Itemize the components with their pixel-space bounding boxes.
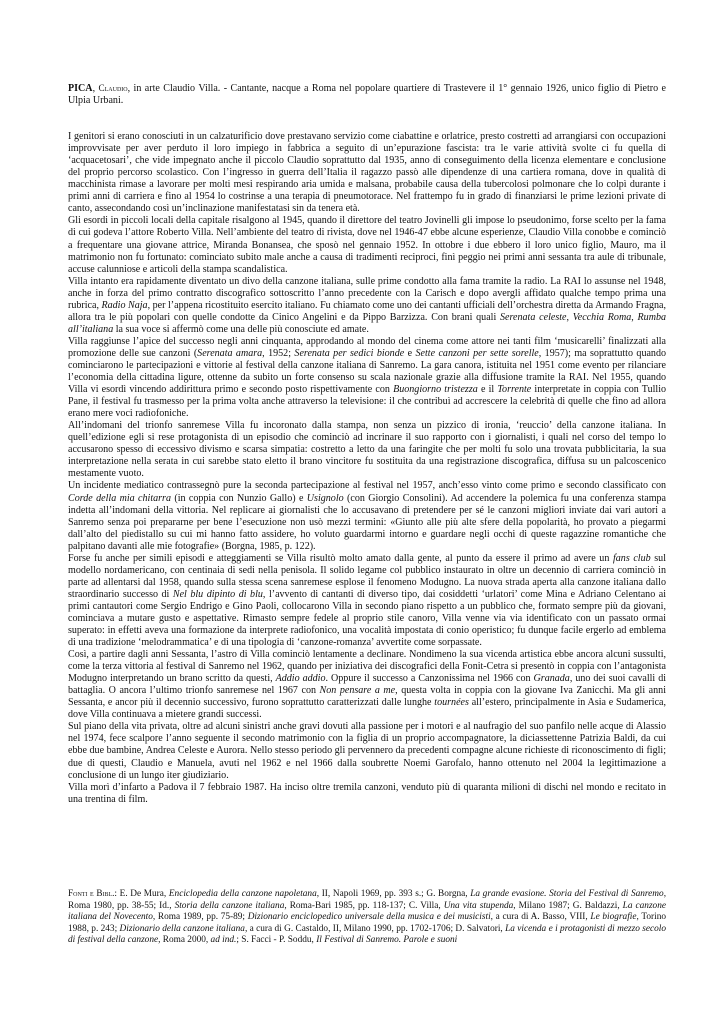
citation-text: , Roma 1989, pp. 75-89;	[152, 912, 248, 923]
document-page	[68, 82, 666, 806]
italic-title: Torrente	[497, 384, 532, 396]
section-gap	[68, 107, 666, 131]
text-run: ,	[566, 311, 573, 323]
text-run: Villa intanto era rapidamente diventato un divo della canzone italiana, sulle prime condotto alla fama tramite la radio. La RAI lo assunse nel 1948, anche in forza del primo contratto discografico sottoscritto l’anno precedente con la Carisch e dopo avergli affidato qualche tempo prima una rubrica,	[68, 275, 666, 311]
citation-title: Il Festival di Sanremo. Parole e suoni	[316, 935, 458, 946]
citation-title: La grande evasione. Storia del Festival di Sanremo	[470, 889, 664, 899]
italic-title: Nel blu dipinto di blu	[172, 588, 263, 600]
citation-text: , Roma 1980, pp. 38-55; Id.,	[68, 889, 667, 911]
text-run: Così, a partire dagli anni Sessanta, l’astro di Villa cominciò lentamente a declinare. Nondimeno la sua vicenda artistica ebbe ancora alcuni sussulti, come la terza vittoria al festival di Sanremo nel 1962, quando per iniziativa dei discografici della Fonit-Cetra si presentò in coppia con l’antagonista Modugno interpretando un brano scritto da questi,	[68, 649, 666, 685]
citation-text: , II, Napoli 1969, pp. 393 s.; G. Borgna,	[316, 889, 471, 899]
text-run: ,	[631, 311, 638, 323]
citation-text: , Roma 2000,	[158, 935, 211, 946]
citation-title: Storia della canzone italiana	[174, 900, 285, 911]
citation-text: : E. De Mura,	[114, 889, 169, 899]
citation-text: , Torino 1988, p. 243;	[68, 912, 667, 934]
text-run: e	[404, 347, 416, 359]
body-paragraph	[68, 782, 666, 806]
citation-title: La vicenda e i protagonisti di mezzo secolo di festival della canzone	[68, 923, 666, 946]
italic-title: Sette canzoni per sette sorelle	[415, 347, 539, 359]
italic-title: Usignolo	[306, 492, 344, 504]
italic-title: Serenata per sedici bionde	[294, 347, 405, 359]
text-run: Villa morì d’infarto a Padova il 7 febbraio 1987. Ha inciso oltre tremila canzoni, venduto più di quaranta milioni di dischi nel mondo e recitato in una trentina di film.	[68, 781, 666, 805]
body-paragraph	[68, 553, 666, 649]
text-run: I genitori si erano conosciuti in un calzaturificio dove prestavano servizio come ciabattine e orlatrice, presto costretti ad arrangiarsi con occupazioni improvvisate per aver perduto il loro impiego in fabbrica a seguito di un’epurazione fascista: tra le varie attività svolte ci fu quella di ‘acquacetosari’, che vide impegnato anche il piccolo Claudio soprattutto dal 1935, anno di conseguimento della licenza elementare e conclusione del proprio percorso scolastico. Con l’ingresso in guerra dell’Italia il ragazzo passò alle dipendenze di una cartiera romana, dove in qualità di macchinista rimase a lavorare per molti mesi respirando aria umida e malsana, probabile causa della tubercolosi polmonare che lo colpì durante i primi anni di carriera e fino al 1954 lo costrinse a una terapia di pneumotorace. Nel frattempo fu in grado di finanziarsi le prime lezioni private di canto, assecondando così un’inclinazione manifestatasi sin da tenera età.	[68, 131, 666, 215]
bibliography	[68, 888, 666, 947]
citation-text: , a cura di A. Basso, VIII,	[490, 912, 591, 923]
text-run: interpretate in coppia con Tullio Pane, il festival fu trasmesso per la prima volta anche attraverso la televisione: il che contribuì ad accrescere la celebrità di quelle che fino ad allora erano mere voci radiofoniche.	[68, 384, 667, 420]
text-run: e il	[477, 384, 498, 396]
body-text	[68, 131, 666, 806]
text-run: Sul piano della vita privata, oltre ad alcuni sinistri anche gravi dovuti alla passione per i motori e al naufragio del suo panfilo nelle acque di Alassio nel 1974, fece scalpore l’anno seguente il secondo matrimonio con la figlia di un proprio accompagnatore, la diciassettenne Patrizia Baldi, da cui ebbe due bambine, Andrea Celeste e Aurora. Nello stesso periodo gli pervennero da precedenti compagne alcune richieste di riconoscimento di figli; due di questi, Claudio e Manuela, avuti nel 1962 e nel 1966 dalla soubrette Noemi Garofalo, hanno ottenuto nel 2004 la legittimazione a conclusione di un lungo iter giudiziario.	[68, 721, 666, 781]
citation-title: Enciclopedia della canzone napoletana	[168, 889, 317, 899]
citation-text: , Milano 1987; G. Baldazzi,	[513, 900, 623, 911]
text-run: Villa raggiunse l’apice del successo negli anni cinquanta, approdando al mondo del cinema come attore nei tanti film ‘musicarelli’ finalizzati alla promozione delle sue canzoni (	[68, 335, 666, 359]
text-run: (con Giorgio Consolini). Ad accendere la polemica fu una conferenza stampa indetta all’indomani della vittoria. Nel replicare ai giornalisti che lo accusavano di pretendere per sé le canzoni migliori inviate dai vari autori a Sanremo senza poi prepararne per bene l’esecuzione non usò mezzi termini: «Giunto alle più alte sfere della popolarità, ho provato a piegarmi dall’alto del piedistallo su cui mi hanno fatto assidere, ho voluto guardarmi intorno e guardare negli occhi di queste ragazzine romantiche che palpitano davanti alle mie fotografie» (Borgna, 1985, p. 122).	[68, 492, 667, 552]
body-paragraph	[68, 276, 666, 336]
body-paragraph	[68, 131, 666, 215]
entry-surname: PICA	[68, 83, 93, 94]
italic-title: tournées	[434, 697, 469, 709]
italic-title: Corde della mia chitarra	[68, 492, 171, 504]
italic-title: Rumba all’italiana	[68, 311, 667, 335]
text-run: all’estero, principalmente in Asia e Sudamerica, dove Villa continuava a mietere grandi successi.	[68, 697, 666, 721]
body-paragraph	[68, 649, 666, 721]
citation-title: Le biografie	[590, 912, 637, 923]
italic-title: Radio Naja	[101, 299, 148, 311]
italic-title: Vecchia Roma	[572, 311, 632, 323]
text-run: All’indomani del trionfo sanremese Villa fu incoronato dalla stampa, non senza un pizzico di ironia, ‘reuccio’ della canzone italiana. In quell’edizione egli si rese protagonista di un episodio che cominciò ad incrinare il suo rapporto con i giornalisti, i quali nel corso del tempo lo accusarono spesso di eccessivo divismo e scarsa simpatia: costretto a letto da una faringite che per molti fu solo una trovata pubblicitaria, la sua interpretazione nella serata in cui sarebbe stato eletto il brano vincitore fu sostituita da una registrazione discografica, diffusa su un palcoscenico mestamente vuoto.	[68, 420, 666, 480]
italic-title: fans club	[612, 552, 651, 564]
citation-title: Una vita stupenda	[443, 900, 514, 911]
entry-name: Claudio	[98, 83, 128, 93]
italic-title: Buongiorno tristezza	[393, 384, 478, 396]
text-run: Un incidente mediatico contrassegnò pure la seconda partecipazione al festival nel 1957, anch’esso vinto come primo e secondo classificato con	[68, 480, 666, 492]
text-run: la sua voce si affermò come una delle più conosciute ed amate.	[113, 323, 369, 335]
text-run: , 1952;	[262, 347, 295, 359]
italic-title: Serenata celeste	[500, 311, 567, 323]
text-run: , per l’appena ricostituito esercito italiano. Fu chiamato come uno dei cantanti ufficiali dell’orchestra diretta da Armando Fragna, allora tra le più popolari con quelle condotte da Cinico Angelini e da Pippo Barzizza. Con brani quali	[68, 299, 666, 323]
entry-intro: , in arte Claudio Villa. - Cantante, nacque a Roma nel popolare quartiere di Trastevere il 1° gennaio 1926, unico figlio di Pietro e Ulpia Urbani.	[68, 83, 666, 107]
text-run: sul modello nordamericano, con centinaia di sedi nella penisola. Il solido legame col pubblico instaurato in oltre un decennio di carriera cominciò in parte ad allentarsi dal 1958, quando sulla stessa scena sanremese esplose il fenomeno Modugno. La nuova strada aperta alla canzone italiana dallo straordinario successo di	[68, 552, 666, 600]
body-paragraph	[68, 721, 666, 781]
text-run: , uno dei suoi cavalli di battaglia. O ancora l’ultimo trionfo sanremese nel 1967 con	[68, 673, 667, 697]
italic-title: Serenata amara	[197, 347, 263, 359]
body-paragraph	[68, 480, 666, 552]
text-run: , l’avvento di cantanti di diverso tipo, dai cosiddetti ‘urlatori’ come Mina e Adriano Celentano ai primi cantautori come Sergio Endrigo e Gino Paoli, collocarono Villa in secondo piano rispetto a un pubblico che, formato sempre più da giovani, cominciava a mutare gusto e aspettative. Rimasto sempre fedele al proprio stile canoro, Villa venne via via identificato con un passato ormai superato: in effetti aveva una formazione da interprete radiofonico, una vocalità impostata di conio operistico; fu dunque facile ergerlo ad emblema di una tradizione ‘melodrammatica’ e di una tipologia di ‘canzone-romanza’ avvertite come sorpassate.	[68, 588, 667, 649]
body-paragraph	[68, 336, 666, 420]
entry-header: PICA, Claudio, in arte Claudio Villa. - Cantante, nacque a Roma nel popolare quartiere di Trastevere il 1° gennaio 1926, unico figlio di Pietro e Ulpia Urbani.	[68, 83, 666, 107]
text-run: Forse fu anche per simili episodi e atteggiamenti se Villa risultò molto amato dalla gente, al punto da essere il primo ad avere un	[68, 552, 613, 564]
bibliography-label: Fonti e Bibl.	[68, 888, 115, 898]
text-run: , questa volta in coppia con la giovane Iva Zanicchi. Ma gli anni Sessanta, e ancor più il decennio successivo, furono soprattutto caratterizzati dalle lunghe	[68, 685, 666, 709]
text-run: , 1957); ma soprattutto quando cominciarono le partecipazioni e vittorie al festival della canzone italiana di Sanremo. La gara canora, istituita nel 1951 come evento per rilanciare l’economia della cittadina ligure, ottenne da subito un forte consenso su scala nazionale grazie alla diffusione tramite la RAI. Nel 1955, quando Villa vi esordì vincendo addirittura primo e secondo posto rispettivamente con	[68, 347, 666, 396]
body-paragraph	[68, 215, 666, 275]
citation-text: , a cura di G. Castaldo, II, Milano 1990, pp. 1702-1706; D. Salvatori,	[244, 923, 506, 934]
citation-title: Dizionario della canzone italiana	[119, 923, 245, 934]
citation-title: ad ind.	[210, 935, 237, 946]
text-run: Gli esordi in piccoli locali della capitale risalgono al 1945, quando il direttore del teatro Jovinelli gli impose lo pseudonimo, forse scelto per la fama di cui godeva l’attore Roberto Villa. Nell’ambiente del teatro di rivista, dove nel 1946-47 ebbe alcune esperienze, Claudio Villa conobbe e cominciò a frequentare una giovane attrice, Miranda Bonansea, che sposò nel gennaio 1952. In ottobre i due ebbero il loro unico figlio, Mauro, ma il matrimonio non fu fortunato: cominciato subito male anche a causa di tradimenti reciproci, finì peggio nei primi anni sessanta tra aule di tribunale, accuse calunniose e articoli della stampa scandalistica.	[68, 215, 666, 275]
citation-text: , Roma-Bari 1985, pp. 118-137; C. Villa,	[284, 900, 444, 911]
italic-title: Non pensare a me	[319, 685, 396, 697]
text-run: (in coppia con Nunzio Gallo) e	[170, 492, 307, 504]
citation-text: ; S. Facci - P. Soddu,	[236, 935, 317, 946]
citation-title: La canzone italiana del Novecento	[68, 900, 666, 923]
citation-title: Dizionario enciclopedico universale della musica e dei musicisti	[247, 912, 491, 923]
italic-title: Granada	[533, 673, 570, 685]
text-run: . Oppure il successo a Canzonissima nel 1966 con	[325, 673, 534, 685]
body-paragraph	[68, 420, 666, 480]
italic-title: Addio addio	[275, 673, 326, 685]
